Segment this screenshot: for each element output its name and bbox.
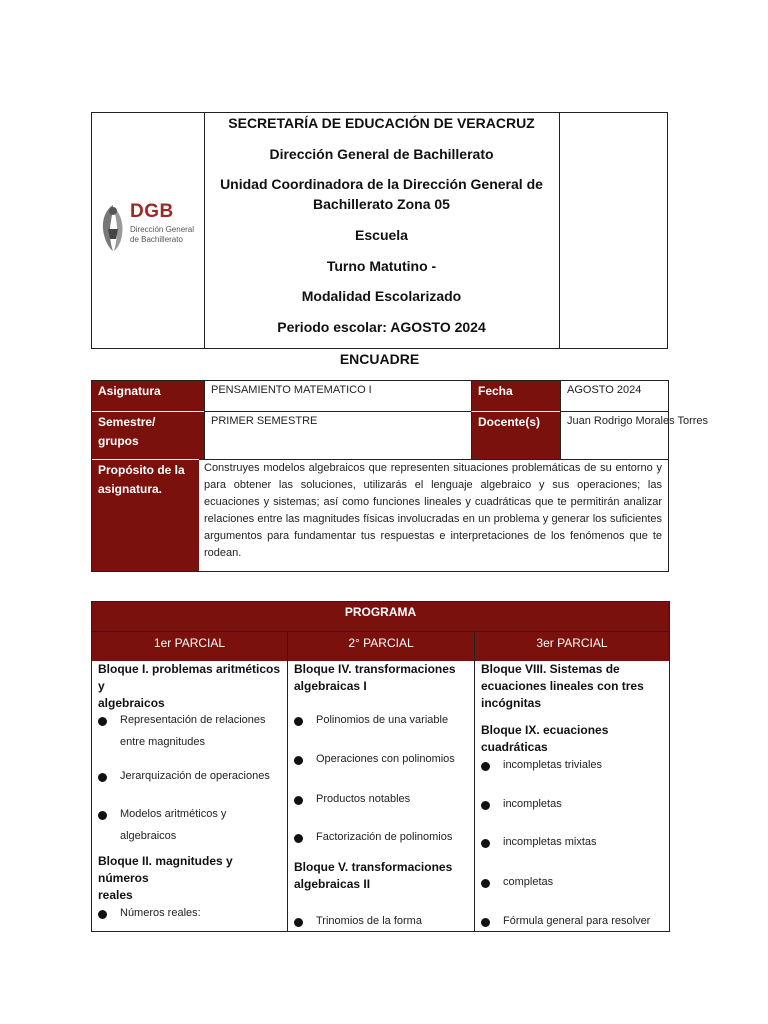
logo-subtitle-line1: Dirección General xyxy=(130,225,195,234)
header-escuela: Escuela xyxy=(355,227,408,243)
col3-item1: incompletas triviales xyxy=(503,759,603,771)
col1-item2: Jerarquización de operaciones xyxy=(120,770,270,782)
list-item xyxy=(294,826,470,848)
fecha-value: AGOSTO 2024 xyxy=(560,381,668,411)
bullet-icon xyxy=(294,756,303,765)
header-modalidad: Modalidad Escolarizado xyxy=(301,288,462,304)
programa-table xyxy=(91,601,670,932)
bullet-icon xyxy=(98,811,107,820)
col2-item5: Trinomios de la forma xyxy=(316,915,422,927)
list-item xyxy=(294,709,470,731)
bullet-icon xyxy=(294,918,303,927)
col1-item4: Números reales: xyxy=(120,907,201,919)
list-item xyxy=(98,765,283,787)
col3-block1-line1: Bloque VIII. Sistemas de xyxy=(481,662,620,676)
bullet-icon xyxy=(294,717,303,726)
col1-item3-line2: algebraicos xyxy=(120,830,177,842)
list-item xyxy=(481,910,665,932)
list-item xyxy=(294,788,470,810)
list-item xyxy=(481,871,665,893)
logo-subtitle-line2: de Bachillerato xyxy=(130,235,183,244)
list-item xyxy=(481,754,665,776)
bullet-icon xyxy=(481,762,490,771)
list-item xyxy=(98,803,283,847)
header-unidad-line1: Unidad Coordinadora de la Dirección General de xyxy=(220,176,543,192)
col1-block2-line2: reales xyxy=(98,888,133,902)
header-empty-cell xyxy=(559,113,669,348)
col1-header: 1er PARCIAL xyxy=(92,631,287,661)
list-item xyxy=(98,709,283,753)
col1-item1-line1: Representación de relaciones xyxy=(120,714,266,726)
col1-block1-line2: algebraicos xyxy=(98,696,165,710)
col2-block2-line2: algebraicas II xyxy=(294,877,371,891)
col1-block2-line1: Bloque II. magnitudes y números xyxy=(98,854,233,885)
list-item xyxy=(294,748,470,770)
bullet-icon xyxy=(481,879,490,888)
list-item xyxy=(98,902,283,924)
bullet-icon xyxy=(98,910,107,919)
col2-block2-title xyxy=(294,859,470,893)
programa-title: PROGRAMA xyxy=(92,602,669,631)
col1-item3-line1: Modelos aritméticos y xyxy=(120,808,227,820)
col2-content xyxy=(287,661,474,932)
dgb-logo xyxy=(98,199,198,255)
bullet-icon xyxy=(481,801,490,810)
col2-block1-line2: algebraicas I xyxy=(294,679,367,693)
col1-content xyxy=(92,661,287,932)
col2-block1-line1: Bloque IV. transformaciones xyxy=(294,662,456,676)
header-table xyxy=(91,112,668,349)
semestre-label-line2: grupos xyxy=(98,434,139,448)
col3-block1-line2: ecuaciones lineales con tres xyxy=(481,679,644,693)
info-table xyxy=(91,380,709,572)
col1-block1-title xyxy=(98,661,283,712)
header-text-cell xyxy=(204,113,560,348)
col3-block1-line3: incógnitas xyxy=(481,696,542,710)
col3-block2-title: Bloque IX. ecuaciones cuadráticas xyxy=(481,723,609,754)
semestre-value: PRIMER SEMESTRE xyxy=(204,411,471,459)
list-item xyxy=(294,910,470,932)
col3-item2: incompletas xyxy=(503,798,562,810)
header-turno: Turno Matutino - xyxy=(326,258,437,274)
proposito-label xyxy=(92,459,199,571)
bullet-icon xyxy=(98,773,107,782)
semestre-label xyxy=(92,411,204,459)
col3-item3: incompletas mixtas xyxy=(503,836,597,848)
col2-item3: Productos notables xyxy=(316,793,411,805)
proposito-label-line2: asignatura. xyxy=(98,482,163,496)
logo-cell xyxy=(92,113,205,348)
col2-item1: Polinomios de una variable xyxy=(316,714,449,726)
dgb-emblem-icon xyxy=(98,199,128,255)
col2-item4: Factorización de polinomios xyxy=(316,831,453,843)
semestre-label-line1: Semestre/ xyxy=(98,415,156,429)
proposito-label-line1: Propósito de la xyxy=(98,463,185,477)
col3-item5: Fórmula general para resolver xyxy=(503,915,651,927)
fecha-label: Fecha xyxy=(471,381,560,411)
col1-block1-line1: Bloque I. problemas aritméticos y xyxy=(98,662,281,693)
bullet-icon xyxy=(98,717,107,726)
list-item xyxy=(481,831,665,853)
col3-content xyxy=(474,661,669,932)
col2-header: 2° PARCIAL xyxy=(287,631,474,661)
asignatura-label: Asignatura xyxy=(92,381,204,411)
bullet-icon xyxy=(481,839,490,848)
header-unidad-line2: Bachillerato Zona 05 xyxy=(313,196,450,212)
header-direccion: Dirección General de Bachillerato xyxy=(269,146,494,162)
encuadre-title: ENCUADRE xyxy=(339,351,420,367)
docente-label: Docente(s) xyxy=(471,411,560,459)
col3-item4: completas xyxy=(503,876,554,888)
col1-item1-line2: entre magnitudes xyxy=(120,736,205,748)
proposito-text: Construyes modelos algebraicos que representen situaciones problemáticas de su entorno y para obtener las soluciones, utilizarás el lenguaje algebraico y sus operaciones; las ecuaciones y sistemas; así como funciones lineales y cuadráticas que te permitirán analizar relaciones entre las magnitudes físicas involucradas en un problema y generar los suficientes argumentos para fundamentar tus respuestas e interpretaciones de los fenómenos que te rodean. xyxy=(199,459,668,571)
col3-header: 3er PARCIAL xyxy=(474,631,669,661)
bullet-icon xyxy=(294,834,303,843)
bullet-icon xyxy=(294,796,303,805)
logo-brand: DGB xyxy=(130,201,174,222)
bullet-icon xyxy=(481,918,490,927)
col3-block1-title xyxy=(481,661,665,712)
col2-block1-title xyxy=(294,661,470,695)
col1-block2-title xyxy=(98,853,283,904)
col2-block2-line1: Bloque V. transformaciones xyxy=(294,860,453,874)
header-periodo: Periodo escolar: AGOSTO 2024 xyxy=(277,319,486,335)
logo-subtitle xyxy=(130,225,194,245)
header-secretaria: SECRETARÍA DE EDUCACIÓN DE VERACRUZ xyxy=(228,115,535,131)
col2-item2: Operaciones con polinomios xyxy=(316,753,455,765)
docente-value: Juan Rodrigo Morales Torres xyxy=(560,411,668,459)
asignatura-value: PENSAMIENTO MATEMATICO I xyxy=(204,381,471,411)
list-item xyxy=(481,793,665,815)
